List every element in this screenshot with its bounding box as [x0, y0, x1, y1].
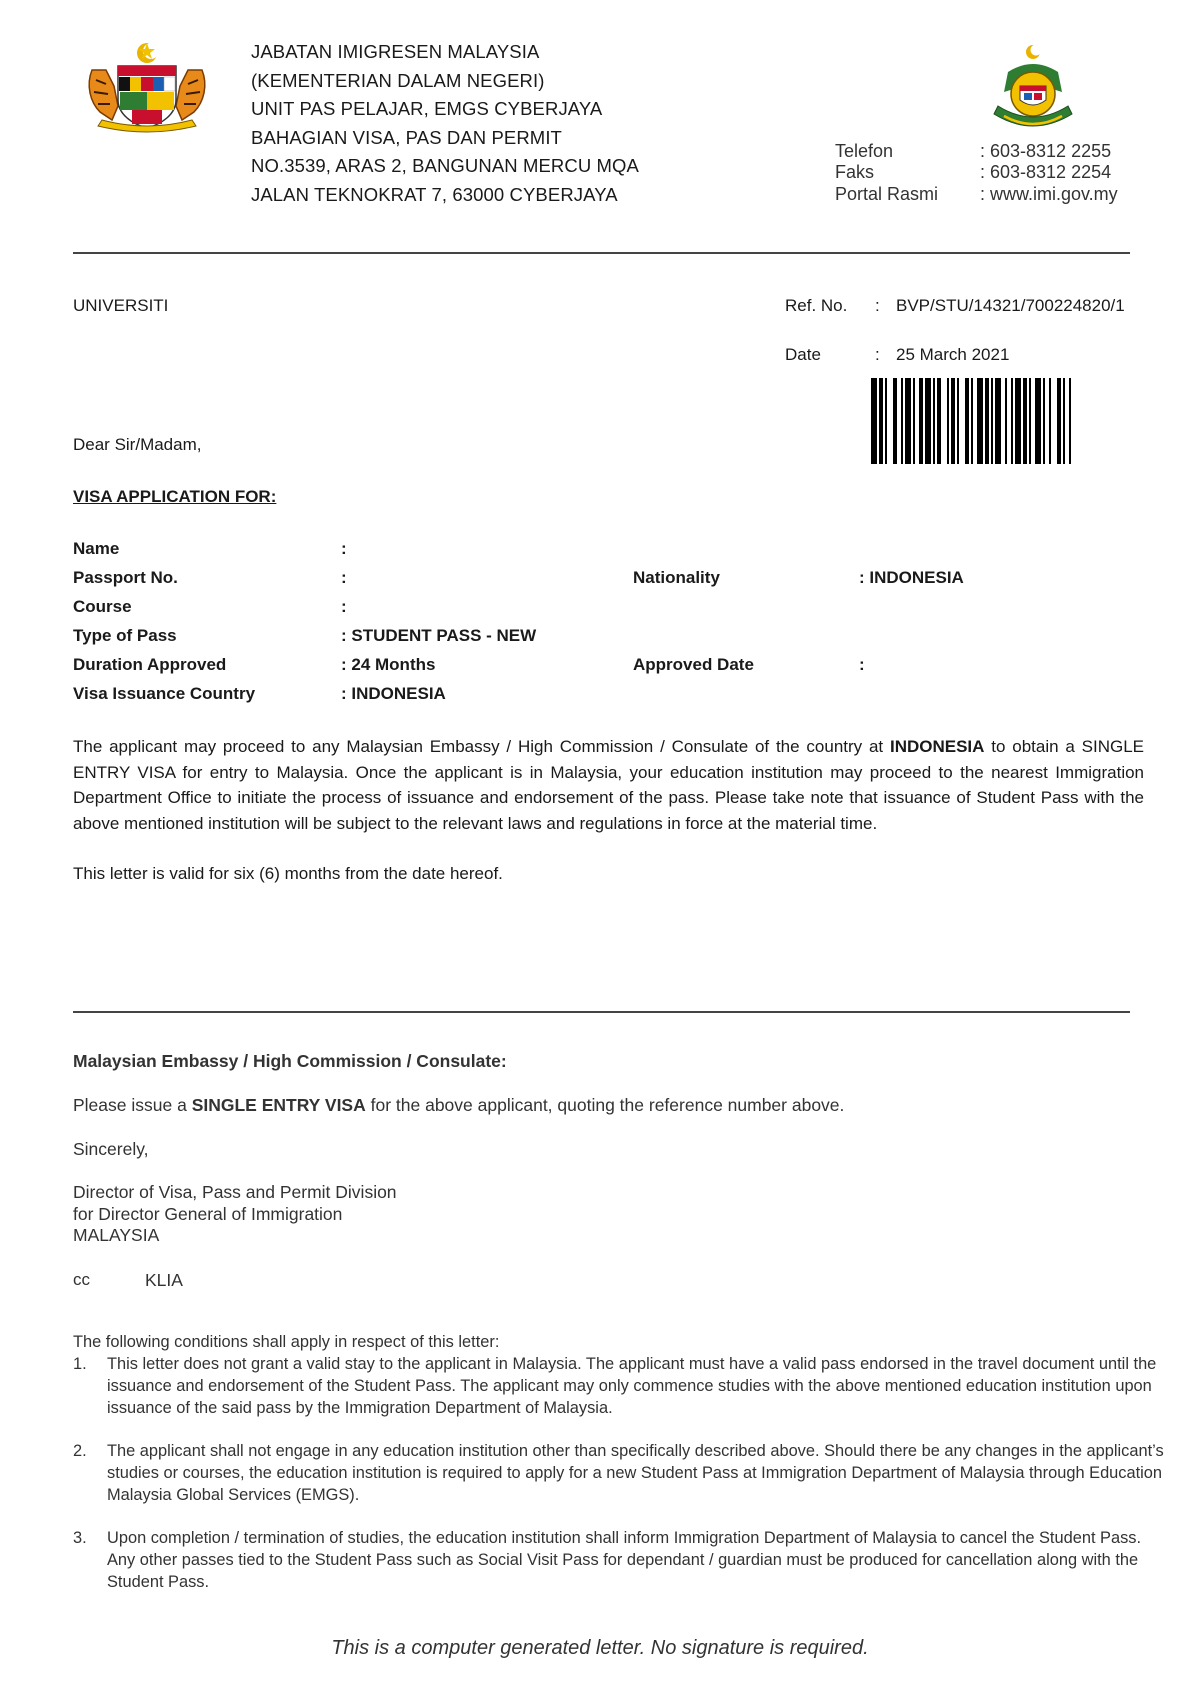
header-line: JABATAN IMIGRESEN MALAYSIA [251, 41, 540, 62]
header-divider [73, 252, 1130, 254]
field-name-value: : [341, 539, 347, 558]
field-duration-label: Duration Approved [73, 655, 227, 674]
contact-telefon-label: Telefon [835, 141, 894, 161]
field-course-value: : [341, 597, 347, 616]
field-course-label: Course [73, 597, 132, 616]
date-value: 25 March 2021 [896, 345, 1010, 364]
field-pass-type-label: Type of Pass [73, 626, 177, 645]
signature-block [73, 1182, 397, 1247]
cc-value: KLIA [145, 1270, 183, 1290]
barcode-bars [871, 378, 1129, 464]
field-approved-date-value: : [859, 655, 865, 674]
condition-number: 3. [73, 1529, 87, 1547]
date-separator: : [875, 345, 880, 364]
embassy-instruction-part: for the above applicant, quoting the reference number above. [365, 1095, 845, 1115]
field-nationality-value: : INDONESIA [859, 568, 964, 587]
barcode [871, 378, 1129, 464]
contact-faks-value: : 603-8312 2254 [980, 162, 1112, 182]
immigration-emblem-icon [990, 42, 1076, 138]
body-paragraph-part: to obtain a SINGLE ENTRY VISA for entry to Malaysia. Once the applicant is in Malaysia, your education institution may proceed to the nearest Immigration Department Office to initiate the process of issuance and endorsement of the pass. Please take note that issuance of Student Pass with the above mentioned institution will be subject to the relevant laws and regulations in force at the material time. [73, 737, 1144, 833]
footer-note: This is a computer generated letter. No signature is required. [331, 1637, 869, 1659]
ref-separator: : [875, 296, 880, 315]
subject-heading: VISA APPLICATION FOR: [73, 487, 277, 506]
condition-item [73, 1354, 1168, 1419]
ref-label: Ref. No. [785, 296, 848, 315]
ref-number: BVP/STU/14321/700224820/1 [896, 296, 1125, 315]
condition-item [73, 1528, 1168, 1593]
field-visa-country-value: : INDONESIA [341, 684, 446, 703]
signature-title: Director of Visa, Pass and Permit Division [73, 1182, 397, 1202]
field-name-label: Name [73, 539, 120, 558]
embassy-heading: Malaysian Embassy / High Commission / Consulate: [73, 1051, 507, 1071]
header-line: NO.3539, ARAS 2, BANGUNAN MERCU MQA [251, 155, 639, 177]
date-label: Date [785, 345, 821, 364]
field-visa-country-label: Visa Issuance Country [73, 684, 256, 703]
recipient: UNIVERSITI [73, 296, 169, 315]
header-line: BAHAGIAN VISA, PAS DAN PERMIT [251, 126, 562, 148]
body-paragraph [73, 734, 1144, 836]
cc-label: cc [73, 1270, 90, 1289]
field-passport-value: : [341, 568, 347, 587]
embassy-instruction-part: Please issue a [73, 1095, 192, 1115]
body-paragraph-country: INDONESIA [889, 737, 985, 756]
contact-faks-label: Faks [835, 162, 875, 182]
field-approved-date-label: Approved Date [633, 655, 754, 674]
malaysia-coat-of-arms-icon [84, 40, 210, 138]
condition-text: Upon completion / termination of studies, the education institution shall inform Immigration Department of Malaysia to cancel the Student Pass. Any other passes tied to the Student Pass such as Social Visit Pass for dependant / guardian must be produced for cancellation along with the Student Pass. [107, 1529, 1142, 1591]
signature-for: for Director General of Immigration [73, 1203, 343, 1224]
conditions-intro: The following conditions shall apply in respect of this letter: [73, 1333, 500, 1351]
condition-number: 1. [73, 1355, 87, 1373]
embassy-instruction-visa: SINGLE ENTRY VISA [191, 1095, 366, 1115]
embassy-instruction [73, 1095, 844, 1116]
header-line: JALAN TEKNOKRAT 7, 63000 CYBERJAYA [251, 183, 618, 205]
field-duration-value: : 24 Months [341, 655, 436, 674]
validity-note: This letter is valid for six (6) months from the date hereof. [73, 864, 503, 883]
contact-telefon-value: : 603-8312 2255 [980, 141, 1112, 161]
header-line: UNIT PAS PELAJAR, EMGS CYBERJAYA [251, 98, 603, 120]
signature-country: MALAYSIA [73, 1225, 160, 1246]
condition-text: The applicant shall not engage in any education institution other than specifically described above. Should there be any changes in the applicant’s studies or courses, the education institution is required to apply for a new Student Pass at Immigration Department of Malaysia through Education Malaysia Global Services (EMGS). [107, 1442, 1164, 1504]
header-address-block [251, 38, 639, 210]
condition-item [73, 1441, 1168, 1506]
field-pass-type-value: : STUDENT PASS - NEW [341, 626, 537, 645]
contact-portal-label: Portal Rasmi [835, 184, 939, 204]
field-passport-label: Passport No. [73, 568, 178, 587]
contact-portal-value: : www.imi.gov.my [980, 184, 1118, 204]
condition-text: This letter does not grant a valid stay to the applicant in Malaysia. The applicant must have a valid pass endorsed in the travel document until the issuance and endorsement of the Student Pass. The applicant may only commence studies with the above mentioned education institution upon issuance of the said pass by the Immigration Department of Malaysia. [107, 1355, 1157, 1417]
field-nationality-label: Nationality [633, 568, 720, 587]
greeting: Dear Sir/Madam, [73, 435, 202, 454]
section-divider [73, 1011, 1130, 1013]
body-paragraph-part: The applicant may proceed to any Malaysian Embassy / High Commission / Consulate of the country at [73, 737, 890, 756]
header-line: (KEMENTERIAN DALAM NEGERI) [251, 69, 545, 91]
closing-sincerely: Sincerely, [73, 1139, 149, 1159]
condition-number: 2. [73, 1442, 87, 1460]
